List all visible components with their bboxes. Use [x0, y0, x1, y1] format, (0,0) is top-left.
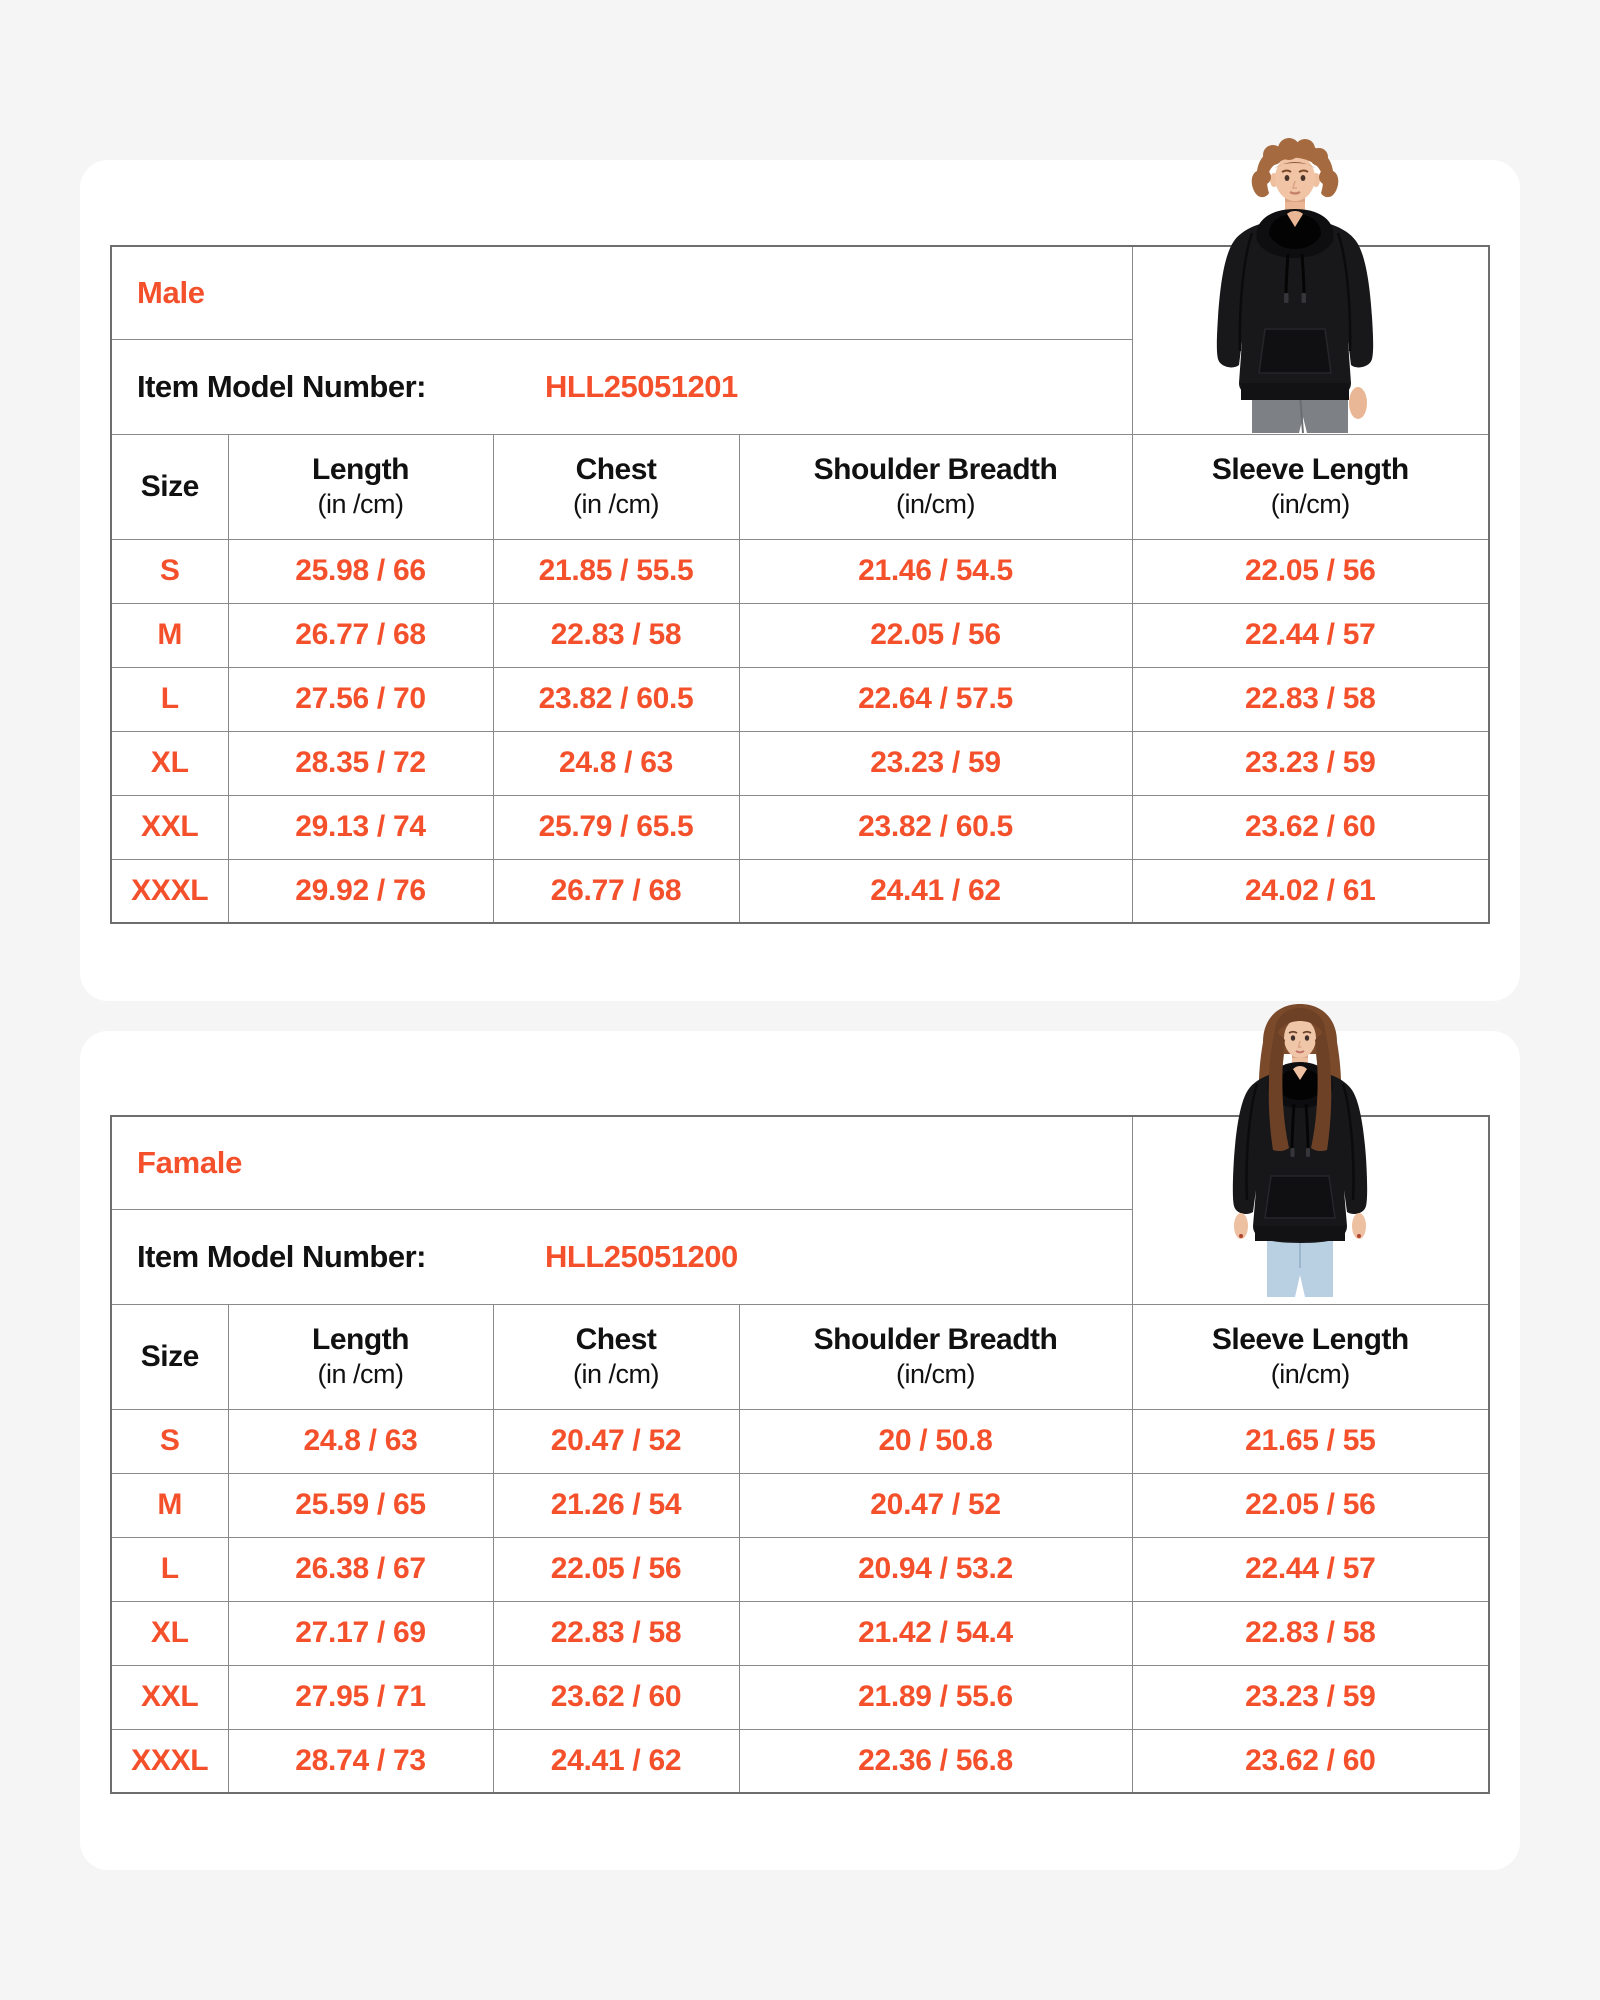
chest-cell: 23.82 / 60.5: [493, 667, 739, 731]
col-header-chest: Chest (in /cm): [493, 1304, 739, 1409]
size-cell: XL: [111, 1601, 228, 1665]
table-row: [111, 731, 1489, 795]
length-cell: 27.17 / 69: [228, 1601, 493, 1665]
male-size-chart-card: [80, 160, 1520, 1001]
col-header-shoulder: Shoulder Breadth (in/cm): [739, 1304, 1132, 1409]
chest-cell: 24.8 / 63: [493, 731, 739, 795]
table-row: [111, 603, 1489, 667]
chest-cell: 26.77 / 68: [493, 859, 739, 923]
female-size-table: [110, 1115, 1490, 1794]
chest-cell: 22.83 / 58: [493, 603, 739, 667]
col-header-length: Length (in /cm): [228, 1304, 493, 1409]
length-cell: 25.59 / 65: [228, 1473, 493, 1537]
item-model-number: HLL25051200: [545, 1238, 738, 1274]
item-model-number: HLL25051201: [545, 368, 738, 404]
chest-cell: 24.41 / 62: [493, 1729, 739, 1793]
shoulder-cell: 21.46 / 54.5: [739, 539, 1132, 603]
shoulder-cell: 24.41 / 62: [739, 859, 1132, 923]
table-row: [111, 1729, 1489, 1793]
chest-cell: 21.26 / 54: [493, 1473, 739, 1537]
shoulder-cell: 21.89 / 55.6: [739, 1665, 1132, 1729]
table-row: [111, 795, 1489, 859]
size-cell: XXXL: [111, 1729, 228, 1793]
sleeve-cell: 21.65 / 55: [1132, 1409, 1489, 1473]
length-cell: 28.74 / 73: [228, 1729, 493, 1793]
size-cell: XXXL: [111, 859, 228, 923]
sleeve-cell: 22.83 / 58: [1132, 667, 1489, 731]
col-header-chest: Chest (in /cm): [493, 434, 739, 539]
item-model-cell: [111, 339, 1132, 434]
sleeve-cell: 22.05 / 56: [1132, 539, 1489, 603]
item-model-label: Item Model Number:: [137, 1238, 426, 1274]
chest-cell: 20.47 / 52: [493, 1409, 739, 1473]
col-header-size: Size: [111, 1304, 228, 1409]
table-row: [111, 667, 1489, 731]
shoulder-cell: 23.23 / 59: [739, 731, 1132, 795]
length-cell: 29.13 / 74: [228, 795, 493, 859]
length-cell: 26.38 / 67: [228, 1537, 493, 1601]
sleeve-cell: 22.44 / 57: [1132, 1537, 1489, 1601]
size-cell: M: [111, 603, 228, 667]
chest-cell: 22.05 / 56: [493, 1537, 739, 1601]
col-header-shoulder: Shoulder Breadth (in/cm): [739, 434, 1132, 539]
shoulder-cell: 23.82 / 60.5: [739, 795, 1132, 859]
size-cell: L: [111, 667, 228, 731]
table-row: [111, 539, 1489, 603]
shoulder-cell: 22.36 / 56.8: [739, 1729, 1132, 1793]
size-cell: XXL: [111, 1665, 228, 1729]
col-header-size: Size: [111, 434, 228, 539]
chest-cell: 21.85 / 55.5: [493, 539, 739, 603]
length-cell: 28.35 / 72: [228, 731, 493, 795]
length-cell: 25.98 / 66: [228, 539, 493, 603]
table-row: [111, 1665, 1489, 1729]
gender-title-cell: [111, 1116, 1132, 1209]
item-model-label: Item Model Number:: [137, 368, 426, 404]
shoulder-cell: 22.05 / 56: [739, 603, 1132, 667]
size-cell: XXL: [111, 795, 228, 859]
sleeve-cell: 22.83 / 58: [1132, 1601, 1489, 1665]
shoulder-cell: 22.64 / 57.5: [739, 667, 1132, 731]
shoulder-cell: 20.94 / 53.2: [739, 1537, 1132, 1601]
col-header-sleeve: Sleeve Length (in/cm): [1132, 1304, 1489, 1409]
length-cell: 26.77 / 68: [228, 603, 493, 667]
female-size-chart-card: [80, 1031, 1520, 1870]
shoulder-cell: 21.42 / 54.4: [739, 1601, 1132, 1665]
size-cell: M: [111, 1473, 228, 1537]
chest-cell: 25.79 / 65.5: [493, 795, 739, 859]
item-model-cell: [111, 1209, 1132, 1304]
size-cell: S: [111, 1409, 228, 1473]
shoulder-cell: 20.47 / 52: [739, 1473, 1132, 1537]
col-header-length: Length (in /cm): [228, 434, 493, 539]
table-header-row: [111, 434, 1489, 539]
sleeve-cell: 23.62 / 60: [1132, 1729, 1489, 1793]
length-cell: 24.8 / 63: [228, 1409, 493, 1473]
size-cell: XL: [111, 731, 228, 795]
sleeve-cell: 23.62 / 60: [1132, 795, 1489, 859]
size-cell: L: [111, 1537, 228, 1601]
sleeve-cell: 23.23 / 59: [1132, 731, 1489, 795]
sleeve-cell: 22.05 / 56: [1132, 1473, 1489, 1537]
shoulder-cell: 20 / 50.8: [739, 1409, 1132, 1473]
sleeve-cell: 23.23 / 59: [1132, 1665, 1489, 1729]
table-row: [111, 1473, 1489, 1537]
chest-cell: 23.62 / 60: [493, 1665, 739, 1729]
col-header-sleeve: Sleeve Length (in/cm): [1132, 434, 1489, 539]
model-photo-cell: [1132, 1116, 1489, 1304]
table-row: [111, 859, 1489, 923]
gender-title: Male: [137, 274, 205, 310]
chest-cell: 22.83 / 58: [493, 1601, 739, 1665]
length-cell: 27.56 / 70: [228, 667, 493, 731]
length-cell: 29.92 / 76: [228, 859, 493, 923]
table-header-row: [111, 1304, 1489, 1409]
table-row: [111, 1601, 1489, 1665]
model-photo-cell: [1132, 246, 1489, 434]
gender-title-cell: [111, 246, 1132, 339]
table-row: [111, 1409, 1489, 1473]
size-cell: S: [111, 539, 228, 603]
table-row: [111, 1537, 1489, 1601]
sleeve-cell: 22.44 / 57: [1132, 603, 1489, 667]
male-size-table: [110, 245, 1490, 924]
sleeve-cell: 24.02 / 61: [1132, 859, 1489, 923]
length-cell: 27.95 / 71: [228, 1665, 493, 1729]
gender-title: Famale: [137, 1144, 243, 1180]
